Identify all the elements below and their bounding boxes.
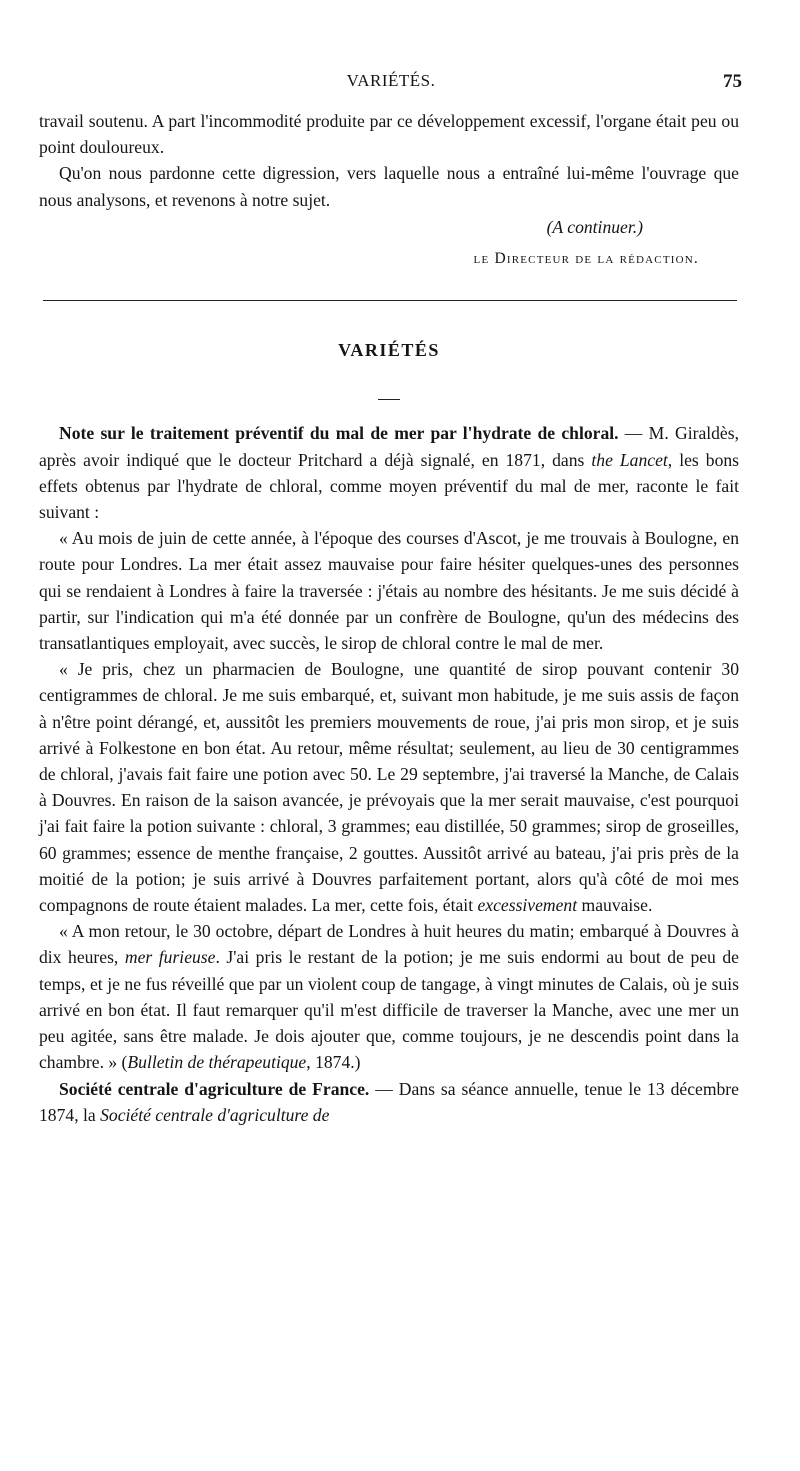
intro-paragraph-2: Qu'on nous pardonne cette digression, vers laquelle nous a entraîné lui-même l'ouvrage que nous analysons, et revenons à notre sujet.	[39, 163, 739, 210]
spacer	[39, 400, 739, 420]
article-chloral-lead-end: , les bons effets obtenus par l'hydrate de chloral, comme moyen préventif du mal de mer, raconte le fait suivant :	[39, 449, 740, 523]
continue-note: (A continuer.)	[546, 216, 643, 237]
emphasis-excessivement: excessivement	[477, 895, 578, 916]
quote-paragraph-2	[39, 656, 739, 918]
quote-paragraph-3-text: . J'ai pris le restant de la potion; je me suis endormi au bout de peu de temps, et je ne fus réveillé que par un violent coup de tangage, à vingt minutes de Calais, où je suis arrivé en bon état. Il faut remarquer qu'il m'est difficile de traverser la Manche, avec une mer un peu agitée, sans être malade. Je dois ajouter que, comme toujours, je ne descendis point dans la chambre. » (	[39, 947, 739, 1073]
journal-title: the Lancet	[591, 449, 668, 470]
section-divider	[43, 300, 737, 301]
section-title: VARIÉTÉS	[338, 340, 440, 361]
source-title: Bulletin de thérapeutique	[127, 1052, 307, 1073]
article-societe-text: — Dans sa séance annuelle, tenue le 13 décembre 1874, la	[39, 1078, 739, 1125]
quote-paragraph-3-start: « A mon retour, le 30 octobre, départ de Londres à huit heures du matin; embarqué à Douvres à dix heures,	[39, 921, 739, 968]
quote-paragraph-2-end: mauvaise.	[577, 895, 653, 916]
article-societe-heading: Société centrale d'agriculture de France.	[59, 1078, 370, 1099]
article-chloral-heading: Note sur le traitement préventif du mal de mer par l'hydrate de chloral.	[59, 423, 619, 444]
article-societe-emph: Société centrale d'agriculture de	[100, 1104, 330, 1125]
quote-paragraph-1: « Au mois de juin de cette année, à l'époque des courses d'Ascot, je me trouvais à Boulogne, en route pour Londres. La mer était assez mauvaise pour faire hésiter quelques-unes des personnes qui se rendaient à Londres à faire la traversée : j'étais au nombre des hésitants. Je me suis décidé à partir, sur l'indication qui m'a été donnée par un confrère de Boulogne, qu'un des médecins des transatlantiques employait, avec succès, le sirop de chloral contre le mal de mer.	[39, 528, 739, 654]
article-chloral-lead-text: — M. Giraldès, après avoir indiqué que le docteur Pritchard a déjà signalé, en 1871, dans	[39, 423, 739, 470]
running-title: VARIÉTÉS.	[346, 71, 436, 90]
quote-paragraph-2-text: « Je pris, chez un pharmacien de Boulogne, une quantité de sirop pouvant contenir 30 centigrammes de chloral. Je me suis embarqué, et, suivant mon habitude, je me suis assis de façon à n'être point dérangé, et, aussitôt les premiers mouvements de roue, j'ai pris mon sirop, et je suis arrivé à Folkestone en bon état. Au retour, même résultat; seulement, au lieu de 30 centigrammes de chloral, j'avais fait faire une potion avec 50. Le 29 septembre, j'ai traversé la Manche, de Calais à Douvres. En raison de la saison avancée, je prévoyais que la mer serait mauvaise, c'est pourquoi j'ai fait faire la potion suivante : chloral, 3 grammes; eau distillée, 50 grammes; sirop de groseilles, 60 grammes; essence de menthe française, 2 gouttes. Aussitôt arrivé au bateau, j'ai pris près de la moitié de la potion; je suis arrivé à Douvres parfaitement portant, alors qu'à côté de moi mes compagnons de route étaient malades. La mer, cette fois, était	[39, 659, 739, 916]
body-text	[39, 108, 739, 1128]
page-number: 75	[723, 71, 742, 92]
emphasis-mer-furieuse: mer furieuse	[124, 947, 216, 968]
source-year: , 1874.)	[306, 1052, 361, 1073]
article-chloral-lead	[39, 420, 739, 525]
intro-paragraph-1: travail soutenu. A part l'incommodité produite par ce développement excessif, l'organe était peu ou point douloureux.	[39, 111, 739, 158]
editor-signature: le Directeur de la rédaction.	[473, 250, 699, 268]
article-societe	[39, 1076, 739, 1128]
running-head	[40, 71, 742, 99]
quote-paragraph-3	[39, 918, 739, 1075]
